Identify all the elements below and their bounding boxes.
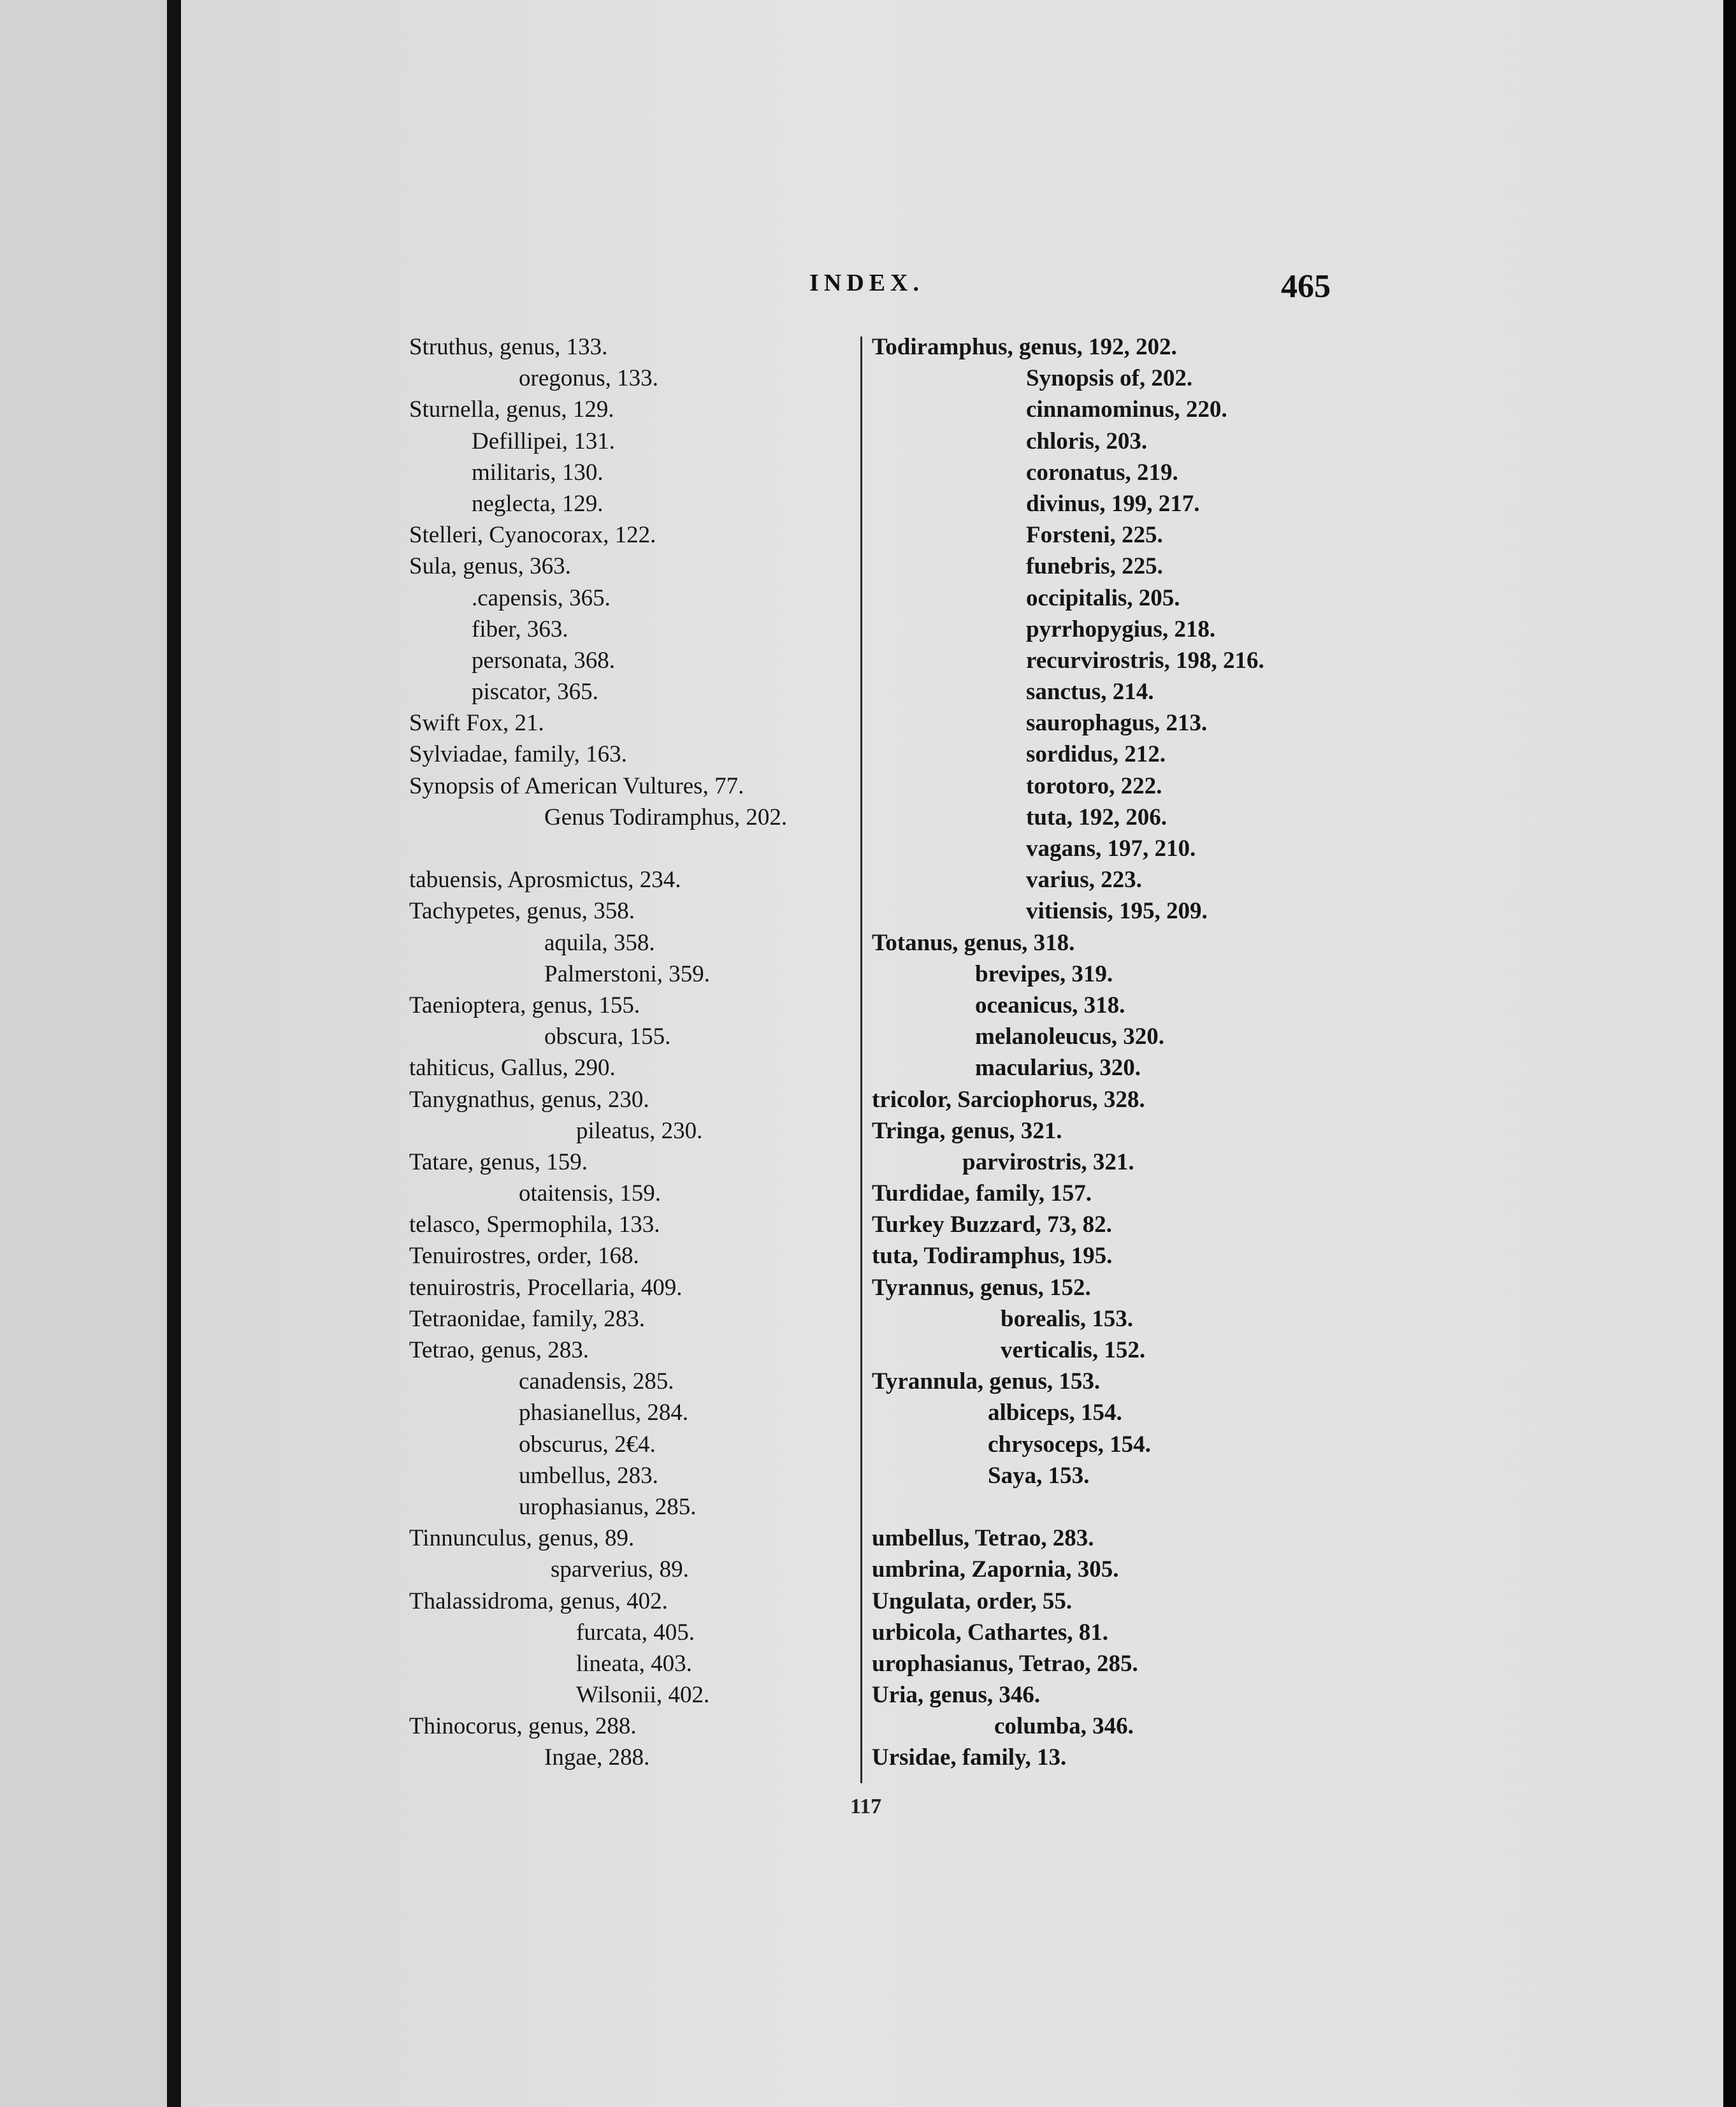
index-entry: macularius, 320. — [975, 1055, 1141, 1082]
index-entry: urbicola, Cathartes, 81. — [872, 1619, 1108, 1646]
index-entry: Tinnunculus, genus, 89. — [409, 1525, 635, 1552]
index-entry: pileatus, 230. — [576, 1117, 703, 1144]
index-entry: funebris, 225. — [1026, 553, 1163, 580]
index-entry: Saya, 153. — [988, 1462, 1090, 1489]
index-entry: personata, 368. — [472, 647, 616, 674]
index-entry: sparverius, 89. — [551, 1556, 689, 1583]
column-rule — [860, 337, 862, 1783]
index-entry: urophasianus, Tetrao, 285. — [872, 1650, 1138, 1677]
index-entry: verticalis, 152. — [1001, 1337, 1146, 1363]
index-entry: tabuensis, Aprosmictus, 234. — [409, 867, 681, 894]
index-entry: .capensis, 365. — [472, 584, 611, 611]
index-entry: Synopsis of American Vultures, 77. — [409, 772, 744, 799]
scan-border — [1723, 0, 1736, 2107]
index-entry: oregonus, 133. — [519, 365, 658, 392]
index-entry: occipitalis, 205. — [1026, 584, 1180, 611]
index-entry: Tanygnathus, genus, 230. — [409, 1086, 649, 1113]
index-entry: Tetraonidae, family, 283. — [409, 1305, 646, 1332]
index-entry: Sylviadae, family, 163. — [409, 741, 627, 768]
index-entry: Tenuirostres, order, 168. — [409, 1243, 639, 1270]
index-entry: Turkey Buzzard, 73, 82. — [872, 1212, 1112, 1238]
adjacent-page-edge — [0, 0, 167, 2107]
index-entry: melanoleucus, 320. — [975, 1024, 1165, 1050]
index-entry: chrysoceps, 154. — [988, 1431, 1151, 1458]
index-entry: Tetrao, genus, 283. — [409, 1337, 590, 1363]
index-entry: Genus Todiramphus, 202. — [544, 804, 788, 830]
index-entry: aquila, 358. — [544, 929, 655, 956]
index-entry: lineata, 403. — [576, 1650, 692, 1677]
index-entry: sanctus, 214. — [1026, 679, 1154, 706]
index-entry: Tyrannula, genus, 153. — [872, 1368, 1101, 1395]
index-entry: vagans, 197, 210. — [1026, 836, 1196, 862]
index-entry: tuta, Todiramphus, 195. — [872, 1243, 1113, 1270]
index-entry: telasco, Spermophila, 133. — [409, 1212, 660, 1238]
page-gutter — [167, 0, 181, 2107]
index-entry: borealis, 153. — [1001, 1305, 1133, 1332]
index-entry: divinus, 199, 217. — [1026, 490, 1200, 517]
index-entry: obscurus, 2€4. — [519, 1431, 656, 1458]
index-entry: umbrina, Zapornia, 305. — [872, 1556, 1119, 1583]
index-entry: brevipes, 319. — [975, 960, 1113, 987]
index-entry: neglecta, 129. — [472, 490, 604, 517]
index-entry: varius, 223. — [1026, 867, 1142, 894]
index-entry: Ingae, 288. — [544, 1744, 650, 1771]
index-entry: tricolor, Sarciophorus, 328. — [872, 1086, 1145, 1113]
index-entry: tenuirostris, Procellaria, 409. — [409, 1274, 683, 1301]
index-entry: Forsteni, 225. — [1026, 522, 1163, 549]
index-entry: otaitensis, 159. — [519, 1180, 662, 1207]
index-spacer — [872, 1491, 1264, 1523]
index-entry: Ursidae, family, 13. — [872, 1744, 1067, 1771]
index-entry: chloris, 203. — [1026, 428, 1148, 454]
index-entry: Taenioptera, genus, 155. — [409, 992, 640, 1018]
index-entry: Todiramphus, genus, 192, 202. — [872, 334, 1177, 360]
index-entry: Thalassidroma, genus, 402. — [409, 1588, 668, 1614]
index-entry: Stelleri, Cyanocorax, 122. — [409, 522, 656, 549]
index-entry: umbellus, Tetrao, 283. — [872, 1525, 1094, 1552]
index-entry: Tachypetes, genus, 358. — [409, 898, 635, 925]
index-entry: Ungulata, order, 55. — [872, 1588, 1073, 1614]
index-column-left — [409, 331, 787, 1774]
index-column-right — [872, 331, 1264, 1774]
index-entry: militaris, 130. — [472, 459, 604, 486]
index-entry: Tringa, genus, 321. — [872, 1117, 1062, 1144]
index-entry: Swift Fox, 21. — [409, 710, 544, 737]
index-entry: torotoro, 222. — [1026, 772, 1162, 799]
index-entry: sordidus, 212. — [1026, 741, 1166, 768]
index-entry: Thinocorus, genus, 288. — [409, 1713, 637, 1740]
index-entry: fiber, 363. — [472, 616, 568, 642]
index-entry: columba, 346. — [994, 1713, 1134, 1740]
index-entry: phasianellus, 284. — [519, 1400, 689, 1426]
index-entry: oceanicus, 318. — [975, 992, 1125, 1018]
index-entry: Totanus, genus, 318. — [872, 929, 1075, 956]
index-entry: Turdidae, family, 157. — [872, 1180, 1092, 1207]
index-entry: Tatare, genus, 159. — [409, 1148, 588, 1175]
index-entry: coronatus, 219. — [1026, 459, 1178, 486]
index-entry: piscator, 365. — [472, 679, 598, 706]
running-head: INDEX. — [809, 270, 924, 296]
index-entry: cinnamominus, 220. — [1026, 396, 1227, 423]
index-entry: pyrrhopygius, 218. — [1026, 616, 1216, 642]
index-entry: Defillipei, 131. — [472, 428, 616, 454]
index-entry: urophasianus, 285. — [519, 1493, 697, 1520]
index-spacer — [409, 833, 787, 864]
index-entry: tahiticus, Gallus, 290. — [409, 1055, 616, 1082]
index-entry: Synopsis of, 202. — [1026, 365, 1193, 392]
index-entry: Wilsonii, 402. — [576, 1682, 710, 1709]
index-entry: canadensis, 285. — [519, 1368, 674, 1395]
index-entry: Uria, genus, 346. — [872, 1682, 1041, 1709]
index-entry: Struthus, genus, 133. — [409, 334, 608, 360]
index-entry: Sula, genus, 363. — [409, 553, 571, 580]
index-entry: furcata, 405. — [576, 1619, 695, 1646]
index-entry: recurvirostris, 198, 216. — [1026, 647, 1264, 674]
index-entry: albiceps, 154. — [988, 1400, 1122, 1426]
page-number: 465 — [1281, 268, 1331, 305]
index-entry: tuta, 192, 206. — [1026, 804, 1167, 830]
index-entry: umbellus, 283. — [519, 1462, 658, 1489]
index-entry: Sturnella, genus, 129. — [409, 396, 614, 423]
index-entry: Tyrannus, genus, 152. — [872, 1274, 1091, 1301]
index-entry: parvirostris, 321. — [962, 1148, 1134, 1175]
signature-mark: 117 — [850, 1795, 882, 1818]
index-entry: saurophagus, 213. — [1026, 710, 1208, 737]
index-entry: vitiensis, 195, 209. — [1026, 898, 1208, 925]
index-entry: obscura, 155. — [544, 1024, 671, 1050]
index-entry: Palmerstoni, 359. — [544, 960, 711, 987]
